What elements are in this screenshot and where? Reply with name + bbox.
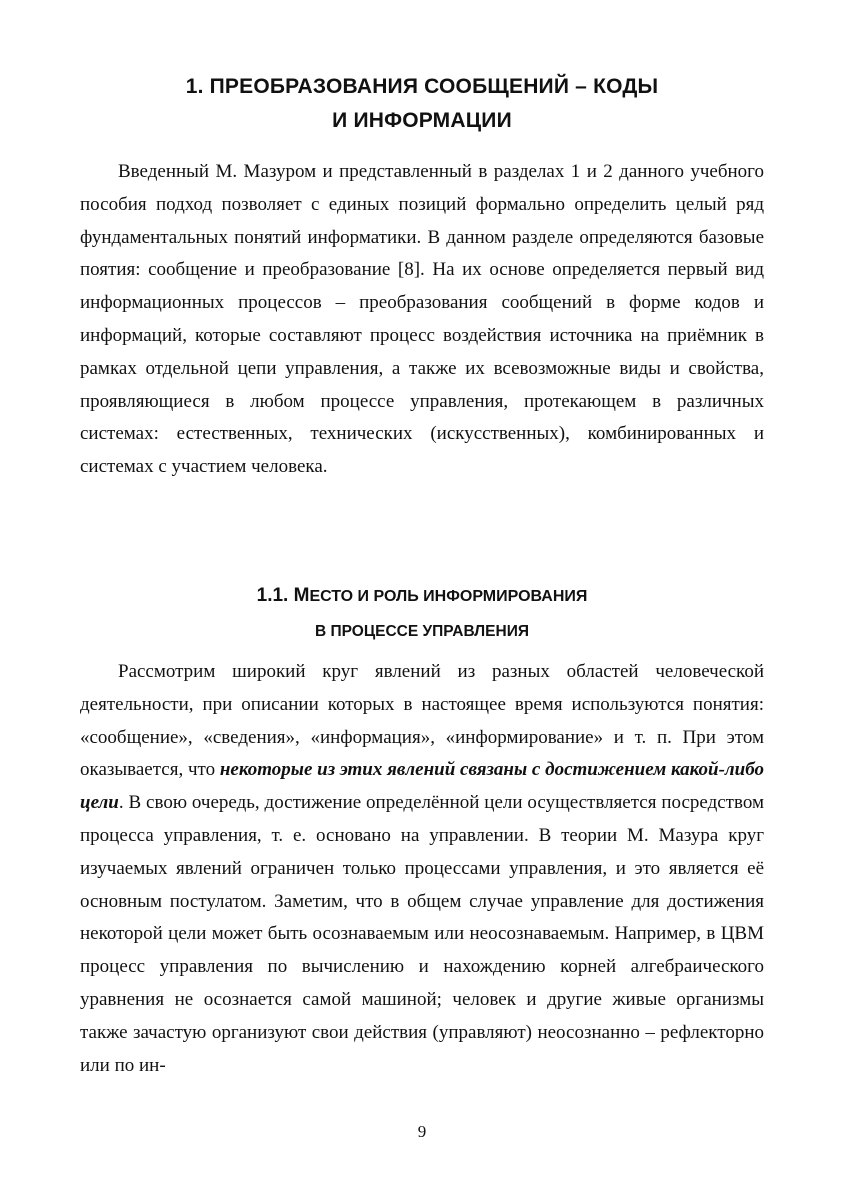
body-text-part2: . В свою очередь, достижение определённой цели осуществляется посредством процесса управления, т. е. основано на управлении. В теории М. Мазура круг изучаемых явлений ограничен только процессами управления, и это является её основным постулатом. Заметим, что в общем случае управление для достижения некоторой цели может быть осознаваемым или неосознаваемым. Например, в ЦВМ процесс управления по вычислению и нахождению корней алгебраического уравнения не осознается самой машиной; человек и другие живые организмы также зачастую организуют свои действия (управляют) неосознанно – рефлекторно или по ин- (80, 792, 764, 1076)
emphasized-phrase: некоторые из этих явлений связаны с достижением какой-либо цели (80, 759, 764, 814)
body-paragraph (80, 656, 764, 1082)
section-title-line2: В ПРОЦЕССЕ УПРАВЛЕНИЯ (315, 623, 529, 640)
chapter-title-line2: И ИНФОРМАЦИИ (332, 109, 512, 132)
section-title (80, 580, 764, 648)
section-title-line1 (80, 580, 764, 613)
chapter-title-line1: 1. ПРЕОБРАЗОВАНИЯ СООБЩЕНИЙ – КОДЫ (185, 75, 659, 98)
section-title-rest: ЕСТО И РОЛЬ ИНФОРМИРОВАНИЯ (309, 588, 588, 605)
page-number: 9 (417, 1122, 427, 1141)
section-title-initial: М (293, 585, 310, 606)
chapter-title (80, 70, 764, 138)
body-text-part1: Рассмотрим широкий круг явлений из разных областей человеческой деятельности, при описании которых в настоящее время используются понятия: «сообщение», «сведения», «информация», «информирование» и т. п. При этом оказывается, что (80, 661, 764, 781)
section-number: 1.1. (256, 585, 294, 606)
intro-paragraph: Введенный М. Мазуром и представленный в разделах 1 и 2 данного учебного пособия подход позволяет с единых позиций формально определить целый ряд фундаментальных понятий информатики. В данном разделе определяются базовые поятия: сообщение и преобразование [8]. На их основе определяется первый вид информационных процессов – преобразования сообщений в форме кодов и информаций, которые составляют процесс воздействия источника на приёмник в рамках отдельной цепи управления, а также их всевозможные виды и свойства, проявляющиеся в любом процессе управления, протекающем в различных системах: естественных, технических (искусственных), комбинированных и системах с участием человека. (80, 161, 764, 478)
